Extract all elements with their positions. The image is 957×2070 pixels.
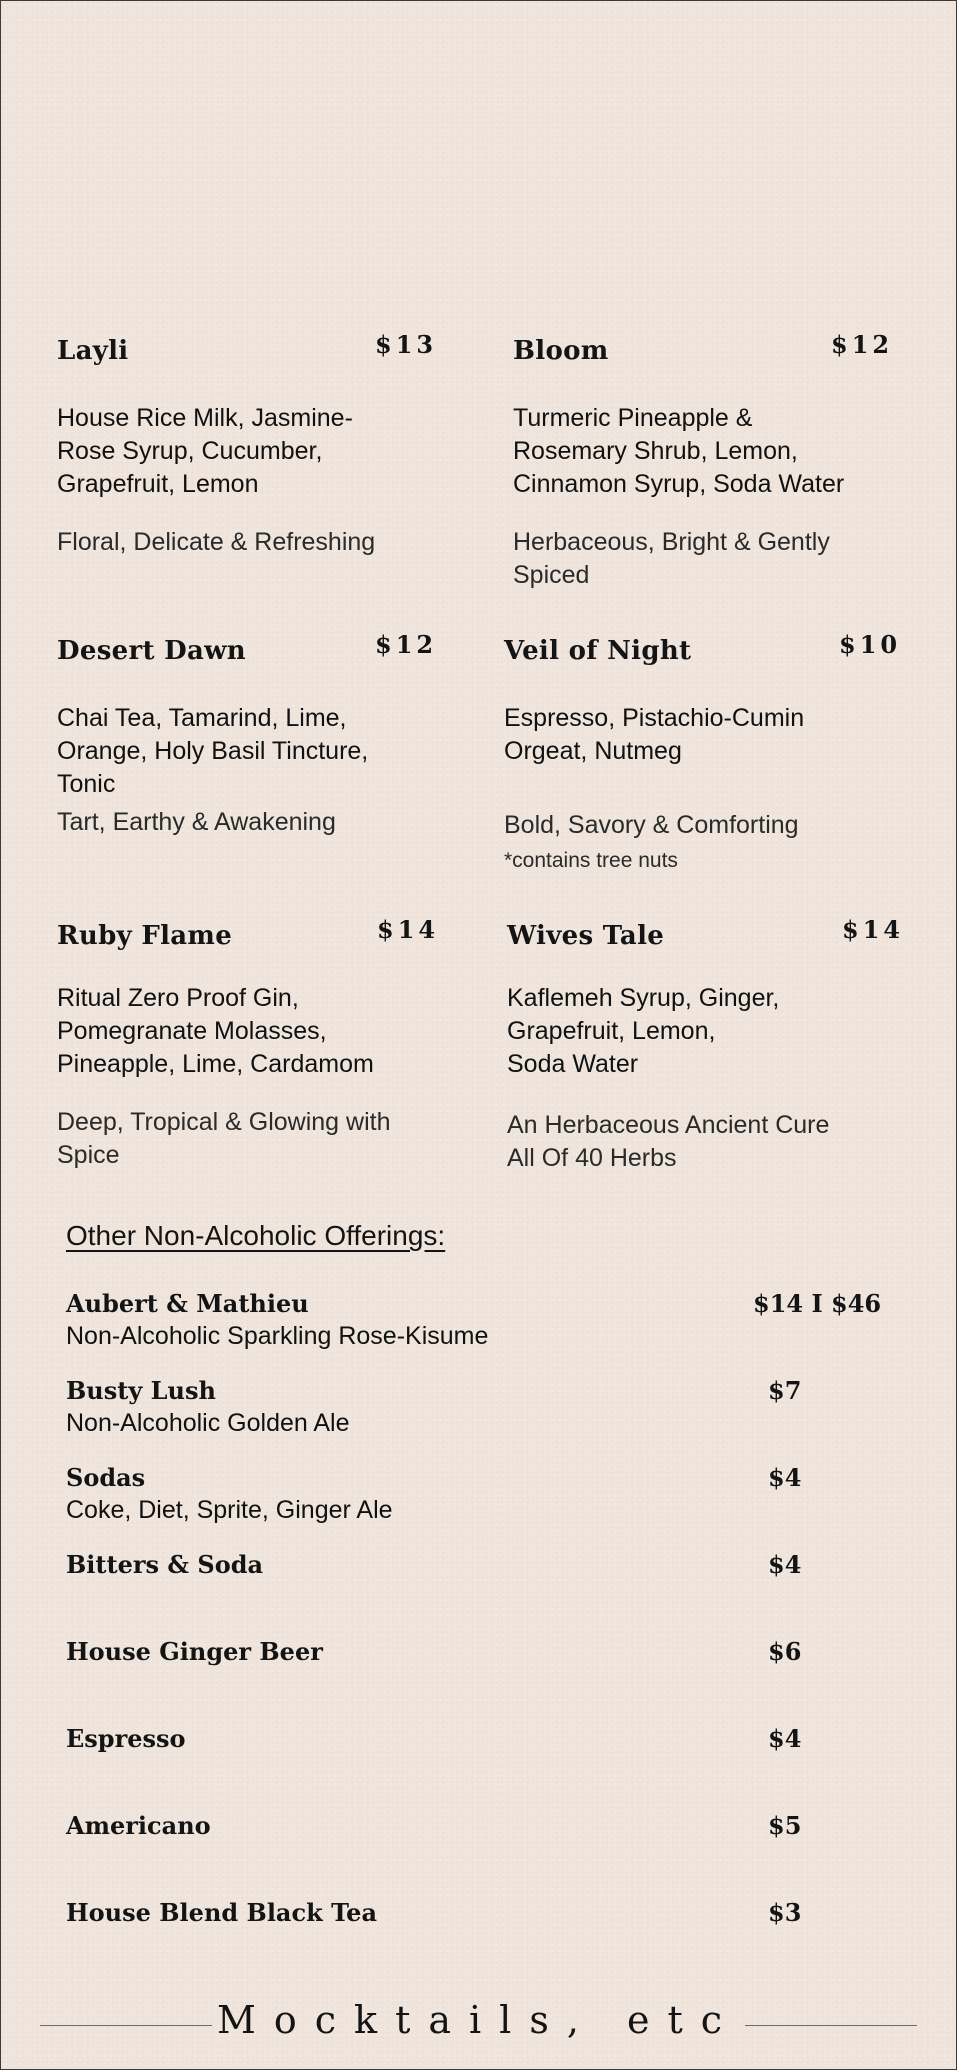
item-tagline: Floral, Delicate & Refreshing [57, 528, 376, 556]
offering-price: $14 I $46 [753, 1289, 882, 1318]
item-ingredients: House Rice Milk, Jasmine- Rose Syrup, Cucumber, Grapefruit, Lemon [57, 404, 353, 498]
item-ingredients: Kaflemeh Syrup, Ginger, Grapefruit, Lemon, Soda Water [507, 984, 780, 1078]
item-price: $13 [375, 330, 438, 359]
offering-desc: Coke, Diet, Sprite, Ginger Ale [66, 1496, 393, 1524]
footer-title: Mocktails, etc [216, 1998, 741, 2042]
offering-row [66, 1722, 896, 1755]
item-price: $12 [831, 330, 894, 359]
offering-name: House Blend Black Tea [66, 1898, 378, 1927]
item-price: $12 [375, 630, 438, 659]
offering-row [66, 1635, 896, 1668]
offering-desc: Non-Alcoholic Sparkling Rose-Kisume [66, 1322, 489, 1350]
offering-row [66, 1461, 896, 1527]
item-price: $14 [842, 915, 905, 944]
section-title-other-offerings: Other Non-Alcoholic Offerings: [66, 1220, 446, 1251]
offering-price: $7 [768, 1376, 802, 1405]
offering-row [66, 1374, 896, 1440]
offering-price: $4 [768, 1550, 802, 1579]
item-tagline: An Herbaceous Ancient Cure All Of 40 Herbs [507, 1111, 830, 1172]
item-tagline: Herbaceous, Bright & Gently Spiced [513, 528, 830, 589]
item-price: $10 [839, 630, 902, 659]
offering-name: House Ginger Beer [66, 1637, 323, 1666]
offering-name: Espresso [66, 1724, 186, 1753]
offering-row [66, 1287, 896, 1353]
item-name: Veil of Night [504, 636, 692, 666]
item-ingredients: Espresso, Pistachio-Cumin Orgeat, Nutmeg [504, 704, 805, 765]
offering-name: Bitters & Soda [66, 1550, 264, 1579]
item-tagline: Tart, Earthy & Awakening [57, 808, 336, 836]
offering-desc: Non-Alcoholic Golden Ale [66, 1409, 350, 1437]
item-name: Ruby Flame [57, 921, 233, 951]
item-ingredients: Turmeric Pineapple & Rosemary Shrub, Lemon, Cinnamon Syrup, Soda Water [513, 404, 845, 498]
item-ingredients: Ritual Zero Proof Gin, Pomegranate Molasses, Pineapple, Lime, Cardamom [57, 984, 374, 1078]
offering-row [66, 1809, 896, 1842]
item-tagline: Deep, Tropical & Glowing with Spice [57, 1108, 391, 1169]
offering-row [66, 1896, 896, 1929]
offering-name: Sodas [66, 1463, 146, 1492]
item-name: Layli [57, 336, 129, 366]
offering-price: $6 [768, 1637, 802, 1666]
item-name: Bloom [513, 336, 609, 366]
offering-price: $4 [768, 1463, 802, 1492]
item-tagline: Bold, Savory & Comforting [504, 811, 799, 839]
item-name: Desert Dawn [57, 636, 247, 666]
offering-price: $4 [768, 1724, 802, 1753]
offering-name: Aubert & Mathieu [66, 1289, 309, 1318]
offering-price: $3 [768, 1898, 802, 1927]
item-ingredients: Chai Tea, Tamarind, Lime, Orange, Holy Basil Tincture, Tonic [57, 704, 369, 798]
allergen-note: *contains tree nuts [504, 849, 678, 872]
offering-name: Americano [66, 1811, 211, 1840]
item-name: Wives Tale [507, 921, 665, 951]
offering-row [66, 1548, 896, 1581]
offering-name: Busty Lush [66, 1376, 216, 1405]
item-price: $14 [377, 915, 440, 944]
offering-price: $5 [768, 1811, 802, 1840]
